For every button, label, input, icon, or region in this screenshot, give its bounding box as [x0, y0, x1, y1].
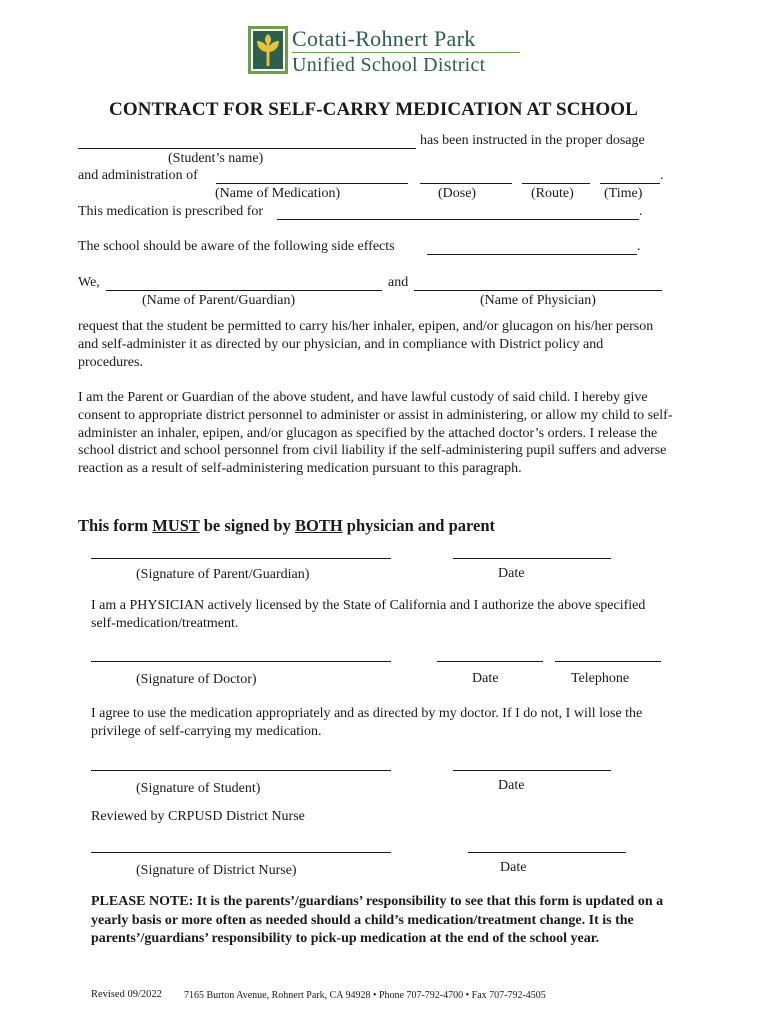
must-sign-heading [78, 516, 495, 536]
parent-name-field[interactable] [106, 290, 382, 291]
dose-label: (Dose) [438, 186, 477, 201]
footer-revised: Revised 09/2022 [91, 989, 162, 1000]
please-note-paragraph: PLEASE NOTE: It is the parents’/guardians’ responsibility to see that this form is updated on a yearly basis or more often as needed should a child’s medication/treatment change. It is the parents’/guardians’ responsibility to pick-up medication at the end of the school year. [91, 894, 664, 946]
page-title: CONTRACT FOR SELF-CARRY MEDICATION AT SCHOOL [109, 99, 638, 120]
nurse-signature-field[interactable] [91, 852, 391, 853]
doctor-telephone-field[interactable] [555, 661, 661, 662]
footer-address: 7165 Burton Avenue, Rohnert Park, CA 94928 • Phone 707-792-4700 • Fax 707-792-4505 [184, 990, 546, 1001]
nurse-signature-label: (Signature of District Nurse) [136, 863, 297, 878]
nurse-date-field[interactable] [468, 852, 626, 853]
we-and: and [388, 275, 409, 290]
student-paragraph: I agree to use the medication appropriately and as directed by my doctor. If I do not, I will lose the privilege of self-carrying my medication. [91, 706, 643, 739]
prescribed-period: . [639, 204, 643, 219]
student-date-field[interactable] [453, 770, 611, 771]
request-paragraph: request that the student be permitted to carry his/her inhaler, epipen, and/or glucagon on his/her person and self-administer it as directed by our physician, and in compliance with District policy and procedures. [78, 319, 654, 370]
student-signature-label: (Signature of Student) [136, 781, 261, 796]
prescribed-for-field[interactable] [277, 219, 639, 220]
side-effects-field[interactable] [427, 254, 637, 255]
student-name-label: (Student’s name) [168, 151, 264, 166]
administration-period: . [660, 168, 664, 183]
logo-line-1: Cotati-Rohnert Park [292, 26, 476, 51]
parent-date-label: Date [498, 566, 525, 581]
doctor-signature-field[interactable] [91, 661, 391, 662]
must-sign-part2: be signed by [199, 516, 295, 535]
physician-name-field[interactable] [414, 290, 662, 291]
student-name-field[interactable] [78, 148, 416, 149]
logo-line-2: Unified School District [292, 54, 486, 76]
doctor-telephone-label: Telephone [571, 671, 630, 686]
route-field[interactable] [522, 183, 590, 184]
parent-signature-label: (Signature of Parent/Guardian) [136, 567, 310, 582]
student-signature-field[interactable] [91, 770, 391, 771]
physician-name-label: (Name of Physician) [480, 293, 596, 308]
medication-name-field[interactable] [216, 183, 408, 184]
instructed-text: has been instructed in the proper dosage [420, 133, 645, 148]
prescribed-prefix: This medication is prescribed for [78, 204, 264, 219]
reviewed-by-text: Reviewed by CRPUSD District Nurse [91, 809, 305, 824]
must-sign-part1: This form [78, 516, 153, 535]
doctor-signature-label: (Signature of Doctor) [136, 672, 257, 687]
doctor-date-field[interactable] [437, 661, 543, 662]
doctor-date-label: Date [472, 671, 499, 686]
consent-paragraph: I am the Parent or Guardian of the above student, and have lawful custody of said child. I hereby give consent to appropriate district personnel to administer or assist in administering, or allow my child to self-administer an inhaler, epipen, and/or glucagon as specified by the attached doctor’s orders. I release the school district and school personnel from civil liability if the self-administering pupil suffers and adverse reaction as a result of self-administering medication pursuant to this paragraph. [78, 390, 673, 477]
dose-field[interactable] [420, 183, 512, 184]
side-effects-text: The school should be aware of the following side effects [78, 239, 395, 254]
nurse-date-label: Date [500, 860, 527, 875]
parent-signature-field[interactable] [91, 558, 391, 559]
medication-label: (Name of Medication) [215, 186, 341, 201]
parent-date-field[interactable] [453, 558, 611, 559]
parent-name-label: (Name of Parent/Guardian) [142, 293, 296, 308]
logo-rule [292, 52, 520, 53]
must-sign-part3: physician and parent [342, 516, 496, 535]
time-label: (Time) [604, 186, 643, 201]
district-logo [248, 26, 522, 76]
we-prefix: We, [78, 275, 100, 290]
sprout-logo-icon [248, 26, 288, 74]
student-date-label: Date [498, 778, 525, 793]
both-emphasis: BOTH [294, 516, 343, 535]
physician-paragraph: I am a PHYSICIAN actively licensed by the State of California and I authorize the above specified self-medication/treatment. [91, 598, 646, 631]
side-effects-period: . [637, 239, 641, 254]
route-label: (Route) [531, 186, 574, 201]
administration-prefix: and administration of [78, 168, 198, 183]
time-field[interactable] [600, 183, 660, 184]
must-emphasis: MUST [152, 516, 200, 535]
